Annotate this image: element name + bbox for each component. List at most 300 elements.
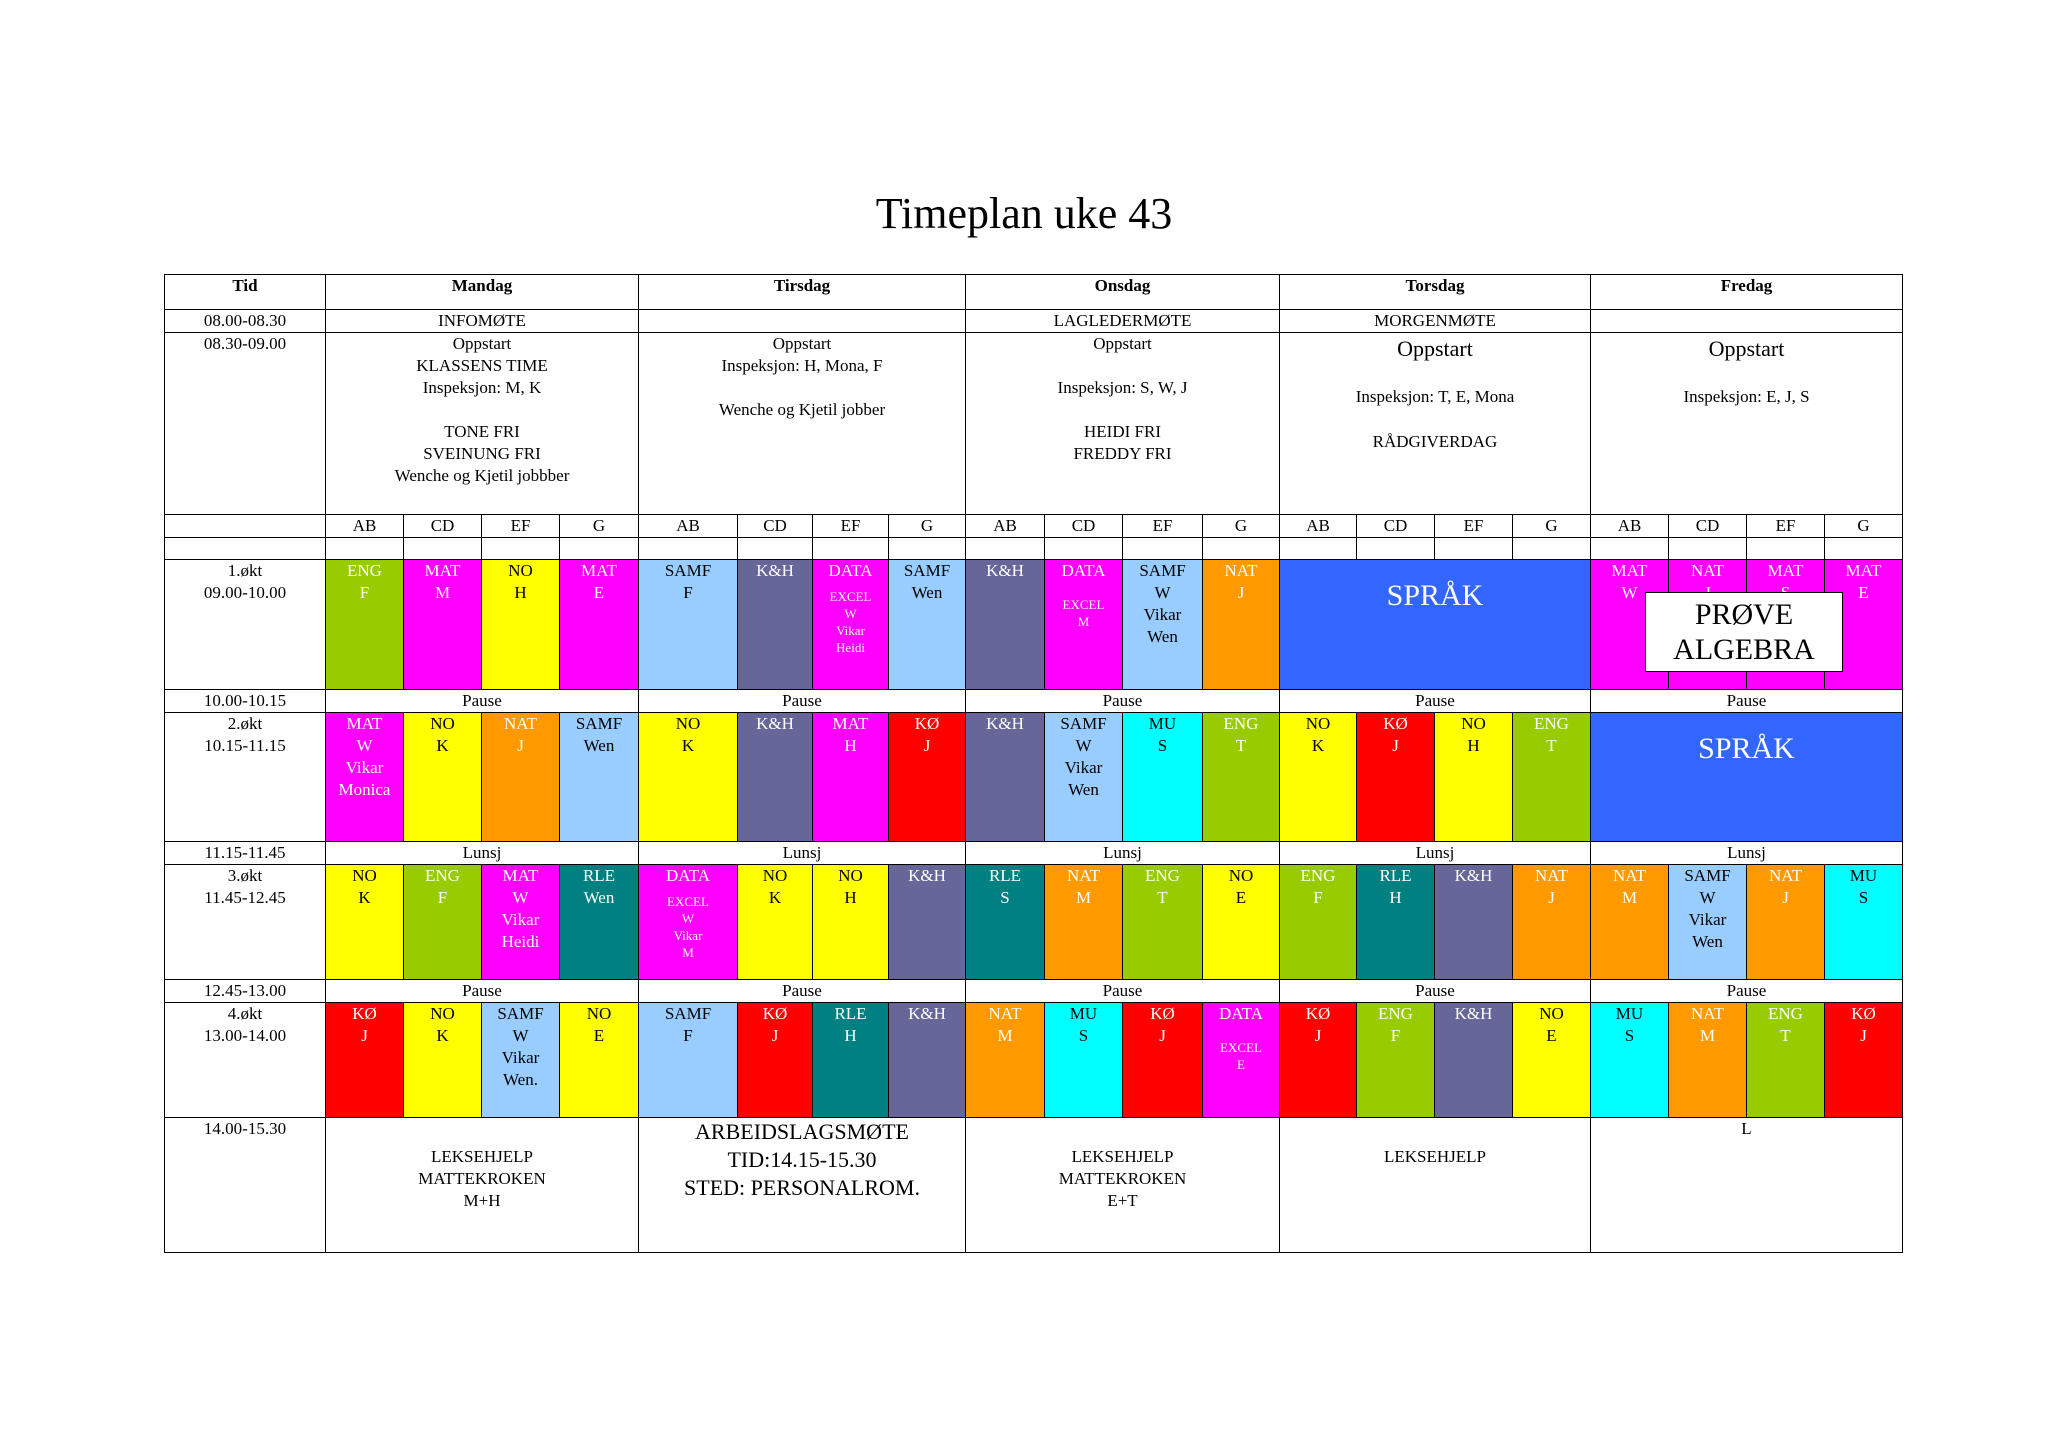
start-line: Oppstart bbox=[1093, 334, 1152, 353]
lesson-cell bbox=[482, 560, 560, 690]
lesson-line: NAT bbox=[503, 714, 538, 733]
meeting-cell: MORGENMØTE bbox=[1280, 310, 1591, 333]
lesson-line: ENG bbox=[1300, 866, 1336, 885]
lesson-line: NO bbox=[1539, 1004, 1564, 1023]
lesson-cell bbox=[966, 865, 1045, 980]
lesson-cell bbox=[560, 560, 639, 690]
lesson-line: ENG bbox=[1223, 714, 1259, 733]
lesson-cell bbox=[1280, 713, 1357, 842]
break-cell: Lunsj bbox=[1591, 842, 1903, 865]
lesson-cell bbox=[560, 1003, 639, 1118]
day-header: Tirsdag bbox=[639, 275, 966, 310]
lesson-line: F bbox=[1390, 1026, 1401, 1045]
lesson-cell bbox=[1203, 560, 1280, 690]
lesson-cell bbox=[1669, 1003, 1747, 1118]
lesson-line: H bbox=[514, 583, 527, 602]
blank-cell bbox=[404, 538, 482, 560]
lesson-line: NAT bbox=[1534, 866, 1569, 885]
lesson-line: W bbox=[512, 1026, 529, 1045]
blank-cell bbox=[1591, 538, 1669, 560]
note-line: W bbox=[844, 606, 857, 621]
lesson-cell bbox=[1357, 865, 1435, 980]
period-row-p3 bbox=[165, 865, 1903, 980]
lesson-cell bbox=[1747, 1003, 1825, 1118]
lesson-line: NO bbox=[586, 1004, 612, 1023]
lesson-line: Vikar bbox=[501, 1048, 540, 1067]
meeting-cell bbox=[1591, 310, 1903, 333]
group-header: EF bbox=[813, 515, 889, 538]
page-title: Timeplan uke 43 bbox=[875, 189, 1173, 238]
group-header: G bbox=[889, 515, 966, 538]
lesson-cell bbox=[1123, 1003, 1203, 1118]
lesson-line: ENG bbox=[425, 866, 460, 885]
group-header: AB bbox=[966, 515, 1045, 538]
period-label: 2.økt bbox=[227, 714, 263, 733]
group-header: CD bbox=[1669, 515, 1747, 538]
lesson-line: K bbox=[436, 1026, 449, 1045]
start-line: Inspeksjon: S, W, J bbox=[1057, 378, 1188, 397]
lesson-cell bbox=[966, 560, 1045, 690]
lesson-cell bbox=[1123, 713, 1203, 842]
lesson-cell bbox=[1825, 865, 1903, 980]
blank-cell bbox=[1669, 538, 1747, 560]
lesson-line: MAT bbox=[1845, 561, 1882, 580]
lesson-cell bbox=[1045, 560, 1123, 690]
time-cell: 08.00-08.30 bbox=[165, 310, 326, 333]
blank-cell bbox=[326, 538, 404, 560]
start-line bbox=[1280, 408, 1590, 430]
lesson-cell bbox=[1357, 713, 1435, 842]
note-line: M bbox=[1077, 614, 1090, 629]
break-cell: Pause bbox=[1591, 690, 1903, 713]
lesson-line: KØ bbox=[762, 1004, 788, 1023]
lesson-cell bbox=[1203, 713, 1280, 842]
lesson-line: J bbox=[517, 736, 524, 755]
period-row-p4 bbox=[165, 1003, 1903, 1118]
lesson-cell bbox=[1045, 713, 1123, 842]
lesson-line: MAT bbox=[424, 561, 461, 580]
lesson-line: M bbox=[1075, 888, 1092, 907]
lesson-cell bbox=[404, 713, 482, 842]
lesson-line: F bbox=[1313, 888, 1323, 907]
lesson-line: RLE bbox=[1379, 866, 1412, 885]
lesson-line: RLE bbox=[988, 866, 1022, 885]
lesson-cell bbox=[889, 865, 966, 980]
group-header: EF bbox=[1435, 515, 1513, 538]
lesson-cell bbox=[889, 713, 966, 842]
timetable bbox=[164, 274, 1903, 1253]
lesson-cell bbox=[889, 1003, 966, 1118]
note-line: Vikar bbox=[673, 928, 703, 943]
lesson-line: E bbox=[593, 1026, 605, 1045]
lesson-line: K&H bbox=[756, 561, 794, 580]
lesson-line: Wen bbox=[583, 736, 615, 755]
note-line: E bbox=[1237, 1057, 1245, 1072]
lesson-line: MAT bbox=[1611, 561, 1648, 580]
start-line: Inspeksjon: T, E, Mona bbox=[1355, 387, 1515, 406]
group-header: AB bbox=[639, 515, 738, 538]
lesson-line: ENG bbox=[1534, 714, 1569, 733]
lesson-cell bbox=[1203, 1003, 1280, 1118]
blank-cell bbox=[813, 538, 889, 560]
lesson-cell bbox=[1123, 865, 1203, 980]
break-cell: Lunsj bbox=[1280, 842, 1591, 865]
group-header: G bbox=[560, 515, 639, 538]
break-cell: Lunsj bbox=[966, 842, 1280, 865]
period-label: 1.økt bbox=[227, 561, 263, 580]
start-line bbox=[966, 355, 1279, 377]
lesson-line: S bbox=[1000, 888, 1010, 907]
period-time-cell bbox=[165, 1003, 326, 1118]
lesson-line: T bbox=[1157, 888, 1168, 907]
lesson-cell bbox=[966, 1003, 1045, 1118]
lesson-line: K&H bbox=[1454, 1004, 1493, 1023]
group-header: AB bbox=[1280, 515, 1357, 538]
lesson-cell bbox=[1280, 865, 1357, 980]
lesson-line: Vikar bbox=[345, 758, 384, 777]
lesson-line: J bbox=[771, 1026, 779, 1045]
lesson-cell bbox=[1825, 1003, 1903, 1118]
language-label: SPRÅK bbox=[1386, 579, 1484, 612]
lesson-line: J bbox=[1237, 583, 1245, 602]
lesson-line: SAMF bbox=[664, 1004, 712, 1023]
lesson-line: MU bbox=[1148, 714, 1177, 733]
note-line: EXCEL bbox=[1220, 1040, 1262, 1055]
lesson-line: Wen. bbox=[503, 1070, 538, 1089]
group-header: G bbox=[1825, 515, 1903, 538]
lesson-line: MU bbox=[1615, 1004, 1644, 1023]
lesson-line: H bbox=[844, 888, 857, 907]
lesson-line: W bbox=[356, 736, 373, 755]
lesson-line: F bbox=[683, 583, 693, 602]
afternoon-line: E+T bbox=[1107, 1191, 1138, 1210]
lesson-line: NAT bbox=[988, 1004, 1022, 1023]
lesson-line: W bbox=[1621, 583, 1638, 602]
afternoon-line: MATTEKROKEN bbox=[1058, 1169, 1187, 1188]
group-header: G bbox=[1513, 515, 1591, 538]
blank-cell bbox=[1747, 538, 1825, 560]
start-line: Wenche og Kjetil jobber bbox=[718, 400, 886, 419]
lesson-line: J bbox=[923, 736, 931, 755]
time-cell: 10.00-10.15 bbox=[165, 690, 326, 713]
lesson-line: MAT bbox=[581, 561, 617, 580]
afternoon-line: LEKSEHJELP bbox=[431, 1147, 533, 1166]
lesson-cell bbox=[889, 560, 966, 690]
lesson-line: Monica bbox=[338, 780, 391, 799]
lesson-line: S bbox=[1157, 736, 1168, 755]
lesson-line: Wen bbox=[1147, 627, 1178, 646]
break-cell: Pause bbox=[1280, 690, 1591, 713]
lesson-cell bbox=[639, 865, 738, 980]
lesson-line: ENG bbox=[347, 561, 382, 580]
lesson-line: NO bbox=[838, 866, 863, 885]
lesson-note bbox=[639, 893, 737, 961]
afternoon-line: MATTEKROKEN bbox=[418, 1169, 546, 1188]
lesson-line: Vikar bbox=[1688, 910, 1727, 929]
lesson-line: MAT bbox=[346, 714, 383, 733]
group-header: AB bbox=[326, 515, 404, 538]
afternoon-cell bbox=[1591, 1118, 1903, 1253]
lesson-cell bbox=[738, 713, 813, 842]
meeting-cell bbox=[639, 310, 966, 333]
lesson-line: NO bbox=[675, 714, 701, 733]
header-row bbox=[165, 275, 1903, 310]
lesson-line: NO bbox=[508, 561, 533, 580]
lesson-cell bbox=[1357, 1003, 1435, 1118]
lesson-cell bbox=[560, 713, 639, 842]
lesson-cell bbox=[404, 560, 482, 690]
lesson-line: SAMF bbox=[1684, 866, 1731, 885]
start-cell bbox=[639, 333, 966, 515]
lesson-line: ENG bbox=[1145, 866, 1180, 885]
start-cell bbox=[1591, 333, 1903, 515]
lesson-line: K&H bbox=[908, 866, 946, 885]
lesson-cell bbox=[1669, 865, 1747, 980]
lesson-line: MU bbox=[1069, 1004, 1098, 1023]
lesson-line: T bbox=[1780, 1026, 1791, 1045]
lesson-note bbox=[1203, 1039, 1279, 1073]
break-row-pause bbox=[165, 690, 1903, 713]
start-line: FREDDY FRI bbox=[1073, 444, 1172, 463]
lesson-line: K&H bbox=[986, 714, 1024, 733]
group-header: EF bbox=[1747, 515, 1825, 538]
blank-cell bbox=[1435, 538, 1513, 560]
lesson-line: M bbox=[1621, 888, 1638, 907]
lesson-cell bbox=[404, 865, 482, 980]
lesson-cell bbox=[1435, 1003, 1513, 1118]
lesson-line: S bbox=[1858, 888, 1869, 907]
start-line bbox=[326, 399, 638, 421]
break-cell: Pause bbox=[1591, 980, 1903, 1003]
lesson-line: S bbox=[1624, 1026, 1635, 1045]
blank-cell bbox=[1203, 538, 1280, 560]
start-line: RÅDGIVERDAG bbox=[1372, 432, 1498, 451]
lesson-line: NAT bbox=[1768, 866, 1803, 885]
lesson-line: NO bbox=[1461, 714, 1486, 733]
lesson-cell bbox=[738, 865, 813, 980]
period-label: 3.økt bbox=[227, 866, 263, 885]
lesson-line: KØ bbox=[1383, 714, 1408, 733]
start-line: KLASSENS TIME bbox=[416, 356, 548, 375]
lesson-line: SAMF bbox=[903, 561, 951, 580]
lesson-cell bbox=[1435, 713, 1513, 842]
period-row-p1 bbox=[165, 560, 1903, 690]
lesson-line: ENG bbox=[1768, 1004, 1803, 1023]
afternoon-line: LEKSEHJELP bbox=[1071, 1147, 1174, 1166]
time-cell: 12.45-13.00 bbox=[165, 980, 326, 1003]
lesson-line: Vikar bbox=[501, 910, 540, 929]
meeting-cell: LAGLEDERMØTE bbox=[966, 310, 1280, 333]
lesson-cell bbox=[1513, 713, 1591, 842]
lesson-cell bbox=[639, 560, 738, 690]
lesson-line: Wen bbox=[1692, 932, 1723, 951]
break-cell: Lunsj bbox=[326, 842, 639, 865]
lesson-line: KØ bbox=[914, 714, 940, 733]
lesson-cell bbox=[1045, 1003, 1123, 1118]
note-line: EXCEL bbox=[667, 894, 709, 909]
meeting-cell: INFOMØTE bbox=[326, 310, 639, 333]
prove-algebra-label bbox=[1645, 592, 1843, 672]
blank-cell bbox=[560, 538, 639, 560]
lesson-line: Wen bbox=[911, 583, 943, 602]
lesson-line: H bbox=[1389, 888, 1402, 907]
lesson-line: H bbox=[844, 736, 857, 755]
break-cell: Pause bbox=[639, 980, 966, 1003]
lesson-line: MU bbox=[1849, 866, 1878, 885]
afternoon-cell bbox=[639, 1118, 966, 1253]
lesson-cell bbox=[738, 560, 813, 690]
lesson-line: J bbox=[1159, 1026, 1166, 1045]
language-block bbox=[1591, 713, 1903, 842]
lesson-line: J bbox=[1314, 1026, 1322, 1045]
lesson-cell bbox=[738, 1003, 813, 1118]
lesson-line: K&H bbox=[986, 561, 1024, 580]
start-line bbox=[966, 399, 1279, 421]
lesson-line: W bbox=[1699, 888, 1716, 907]
lesson-line: K bbox=[681, 736, 695, 755]
lesson-cell bbox=[813, 560, 889, 690]
lesson-cell bbox=[966, 713, 1045, 842]
lesson-line: W bbox=[512, 888, 529, 907]
period-time: 11.45-12.45 bbox=[204, 888, 286, 907]
start-line: HEIDI FRI bbox=[1084, 422, 1161, 441]
start-line: Oppstart bbox=[1397, 336, 1473, 361]
lesson-line: NO bbox=[762, 866, 788, 885]
lesson-line: KØ bbox=[1851, 1004, 1876, 1023]
blank-cell bbox=[1357, 538, 1435, 560]
lesson-cell bbox=[1123, 560, 1203, 690]
blank-cell bbox=[482, 538, 560, 560]
lesson-line: DATA bbox=[1219, 1004, 1263, 1023]
start-line: Inspeksjon: E, J, S bbox=[1683, 387, 1810, 406]
break-cell: Pause bbox=[326, 980, 639, 1003]
lesson-line: SAMF bbox=[575, 714, 623, 733]
blank-cell bbox=[738, 538, 813, 560]
group-header: CD bbox=[404, 515, 482, 538]
lesson-cell bbox=[560, 865, 639, 980]
lesson-line: MAT bbox=[502, 866, 539, 885]
lesson-line: Vikar bbox=[1064, 758, 1103, 777]
afternoon-cell bbox=[326, 1118, 639, 1253]
lesson-line: NO bbox=[430, 1004, 455, 1023]
lesson-line: NO bbox=[430, 714, 455, 733]
group-header: G bbox=[1203, 515, 1280, 538]
lesson-line: F bbox=[359, 583, 370, 602]
lesson-cell bbox=[813, 865, 889, 980]
prove-line: ALGEBRA bbox=[1673, 633, 1815, 666]
tid-header: Tid bbox=[165, 275, 326, 310]
lesson-line: DATA bbox=[828, 561, 873, 580]
start-line bbox=[1280, 363, 1590, 385]
lesson-cell bbox=[1280, 1003, 1357, 1118]
lesson-line: SAMF bbox=[497, 1004, 544, 1023]
start-line: SVEINUNG FRI bbox=[423, 444, 541, 463]
lesson-cell bbox=[1513, 865, 1591, 980]
lesson-line: SAMF bbox=[664, 561, 712, 580]
lesson-cell bbox=[813, 1003, 889, 1118]
lesson-cell bbox=[1591, 1003, 1669, 1118]
start-line: Wenche og Kjetil jobbber bbox=[394, 466, 570, 485]
lesson-line: NAT bbox=[1690, 1004, 1725, 1023]
lesson-line: E bbox=[1858, 583, 1869, 602]
start-cell bbox=[966, 333, 1280, 515]
lesson-cell bbox=[326, 865, 404, 980]
afternoon-line: ARBEIDSLAGSMØTE bbox=[695, 1119, 909, 1144]
lesson-line: T bbox=[1546, 736, 1557, 755]
afternoon-line: TID:14.15-15.30 bbox=[727, 1147, 877, 1172]
lesson-line: MAT bbox=[832, 714, 869, 733]
blank-cell bbox=[889, 538, 966, 560]
lesson-line: Wen bbox=[1068, 780, 1099, 799]
lesson-cell bbox=[326, 1003, 404, 1118]
start-line: Oppstart bbox=[452, 334, 512, 353]
lesson-line: DATA bbox=[666, 866, 710, 885]
period-label: 4.økt bbox=[227, 1004, 263, 1023]
period-time-cell bbox=[165, 560, 326, 690]
lesson-cell bbox=[639, 1003, 738, 1118]
start-row bbox=[165, 333, 1903, 515]
note-line: W bbox=[681, 911, 695, 926]
blank-cell bbox=[639, 538, 738, 560]
day-header: Fredag bbox=[1591, 275, 1903, 310]
lesson-note bbox=[813, 588, 888, 656]
break-row-lunch bbox=[165, 842, 1903, 865]
period-time: 13.00-14.00 bbox=[203, 1026, 287, 1045]
blank-cell bbox=[1045, 538, 1123, 560]
afternoon-line: M+H bbox=[463, 1191, 501, 1210]
time-cell: 14.00-15.30 bbox=[165, 1118, 326, 1253]
lesson-line: E bbox=[1235, 888, 1247, 907]
lesson-line: ENG bbox=[1378, 1004, 1413, 1023]
lesson-line: W bbox=[1075, 736, 1092, 755]
language-label: SPRÅK bbox=[1698, 732, 1795, 765]
lesson-line: H bbox=[1467, 736, 1480, 755]
lesson-line: Heidi bbox=[501, 932, 540, 951]
break-cell: Lunsj bbox=[639, 842, 966, 865]
lesson-line: NO bbox=[1228, 866, 1254, 885]
lesson-line: F bbox=[683, 1026, 693, 1045]
lesson-line: KØ bbox=[1305, 1004, 1331, 1023]
lesson-line: W bbox=[1154, 583, 1171, 602]
time-cell: 08.30-09.00 bbox=[165, 333, 326, 515]
group-header: EF bbox=[1123, 515, 1203, 538]
time-cell: 11.15-11.45 bbox=[165, 842, 326, 865]
lesson-line: S bbox=[1078, 1026, 1089, 1045]
afternoon-line: LEKSEHJELP bbox=[1384, 1147, 1486, 1166]
lesson-line: K bbox=[436, 736, 449, 755]
lesson-line: SAMF bbox=[1139, 561, 1186, 580]
lesson-cell bbox=[482, 865, 560, 980]
lesson-line: K bbox=[768, 888, 782, 907]
group-header: AB bbox=[1591, 515, 1669, 538]
lesson-line: Vikar bbox=[1143, 605, 1182, 624]
lesson-cell bbox=[326, 713, 404, 842]
start-line: Oppstart bbox=[772, 334, 832, 353]
blank-cell bbox=[165, 538, 326, 560]
spacer-row bbox=[165, 538, 1903, 560]
lesson-line: K&H bbox=[756, 714, 794, 733]
start-line: Inspeksjon: H, Mona, F bbox=[721, 356, 883, 375]
lesson-line: K&H bbox=[1454, 866, 1493, 885]
morning-row bbox=[165, 310, 1903, 333]
period-row-p2 bbox=[165, 713, 1903, 842]
day-header: Onsdag bbox=[966, 275, 1280, 310]
lesson-line: MAT bbox=[1767, 561, 1804, 580]
period-time: 10.15-11.15 bbox=[204, 736, 286, 755]
break-cell: Pause bbox=[639, 690, 966, 713]
day-header: Mandag bbox=[326, 275, 639, 310]
lesson-line: H bbox=[844, 1026, 857, 1045]
